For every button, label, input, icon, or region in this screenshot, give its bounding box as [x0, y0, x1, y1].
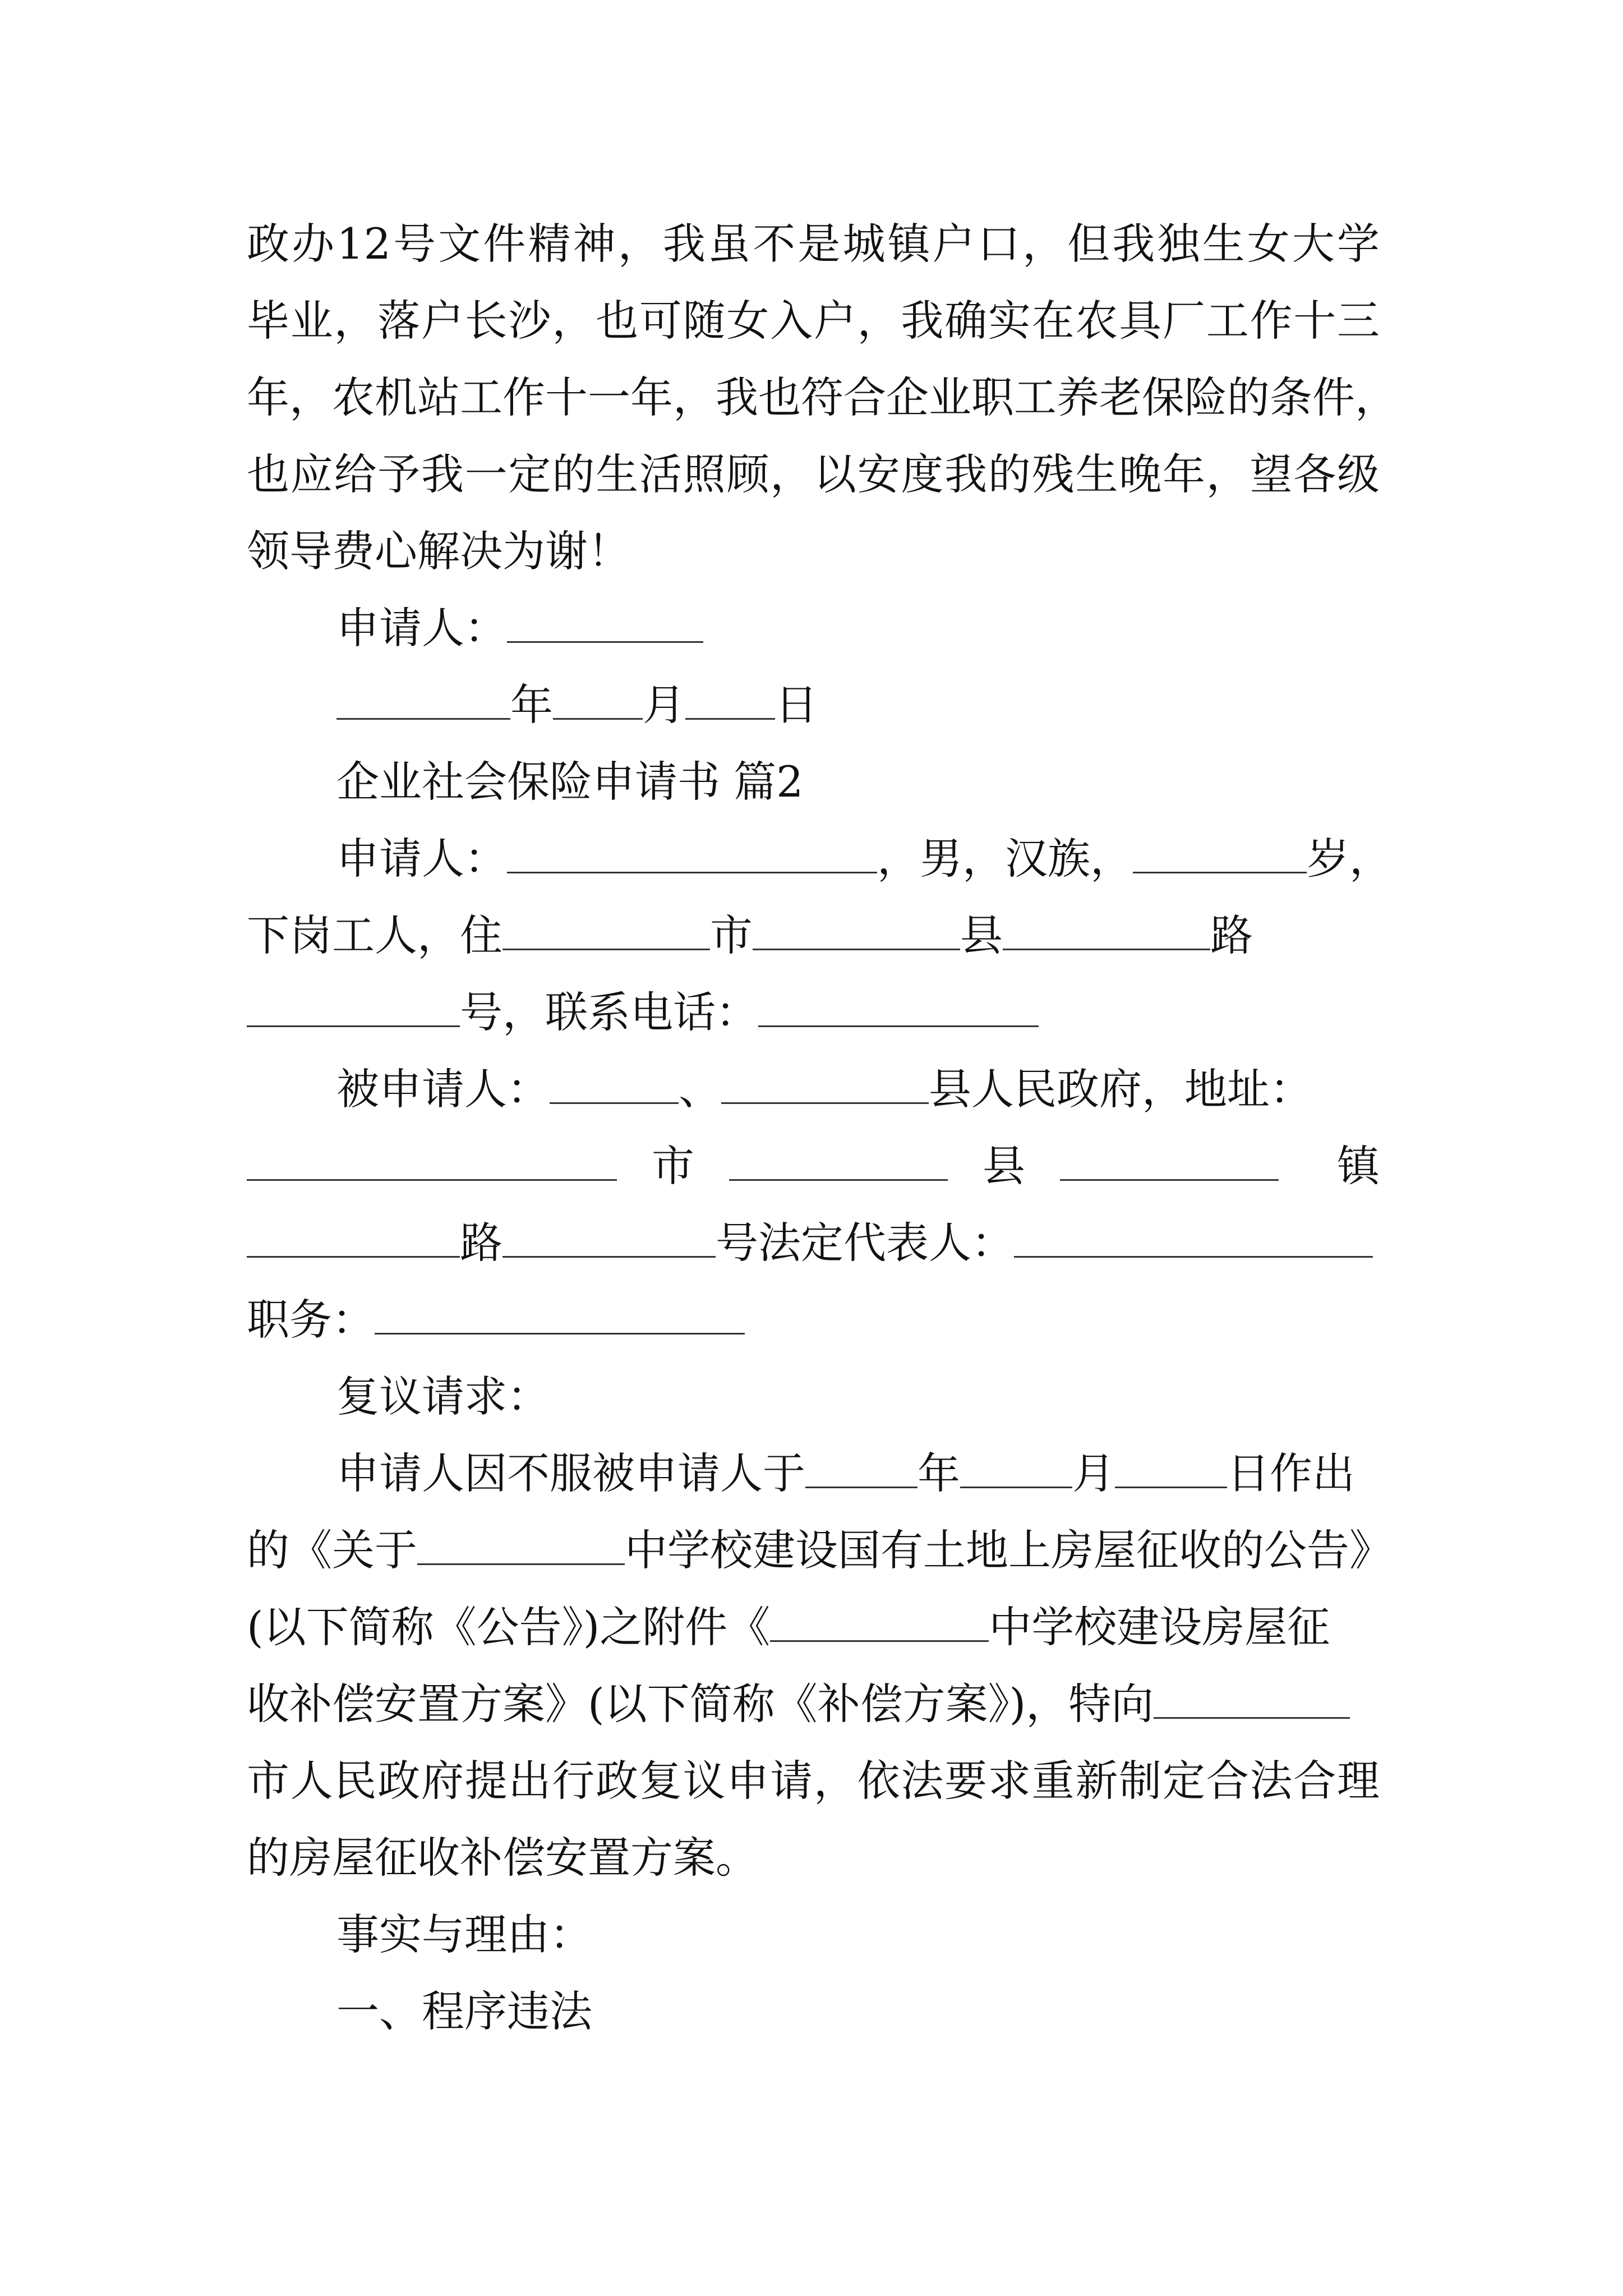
age-unit: 岁， [1307, 834, 1392, 884]
applicant-line-1 [336, 828, 1392, 890]
request-line-4 [247, 1673, 1380, 1735]
request-day-blank[interactable] [1115, 1447, 1227, 1488]
paragraph-line: 领导费心解决为谢！ [247, 526, 630, 576]
road-blank[interactable] [1003, 909, 1210, 950]
town-label: 镇 [1337, 1141, 1380, 1191]
request-year-blank[interactable] [805, 1447, 917, 1488]
legal-rep-blank[interactable] [1014, 1217, 1373, 1258]
request-text: 中学校建设国有土地上房屋征收的公告》 [625, 1525, 1392, 1575]
request-line-3 [247, 1596, 1380, 1658]
paragraph-line: 毕业，落户长沙，也可随女入户，我确实在农具厂工作十三 [247, 296, 1380, 346]
respondent-blank-1[interactable] [550, 1063, 679, 1104]
respondent-line-1 [336, 1059, 1380, 1120]
month-label: 月 [643, 680, 685, 730]
city-label: 市 [652, 1141, 694, 1191]
request-line-2 [247, 1520, 1392, 1581]
applicant-blank[interactable] [507, 602, 703, 643]
section-title: 企业社会保险申请书 篇2 [336, 757, 804, 807]
request-text: 中学校建设房屋征 [989, 1602, 1330, 1652]
city-blank[interactable] [502, 909, 710, 950]
addr-blank-4[interactable] [247, 1217, 460, 1258]
position-blank[interactable] [375, 1294, 745, 1335]
county-label: 县 [960, 910, 1003, 960]
government-label: 县人民政府，地址： [929, 1064, 1312, 1114]
respondent-line-3 [247, 1212, 1380, 1274]
request-heading: 复议请求： [336, 1372, 550, 1421]
respondent-blank-2[interactable] [721, 1063, 929, 1104]
addr-blank-2[interactable] [729, 1140, 948, 1181]
request-text: 收补偿安置方案》(以下简称《补偿方案》)，特向 [247, 1679, 1154, 1729]
phone-blank[interactable] [758, 986, 1039, 1027]
request-line-1 [336, 1443, 1380, 1504]
year-label: 年 [917, 1448, 960, 1498]
month-label: 月 [1072, 1448, 1115, 1498]
legal-rep-label: 号法定代表人： [716, 1218, 1014, 1268]
addr-blank-3[interactable] [1060, 1140, 1279, 1181]
applicant-line-3 [247, 982, 1380, 1043]
road-label: 路 [1210, 910, 1253, 960]
signature-applicant [336, 597, 1380, 659]
paragraph-line: 也应给予我一定的生活照顾，以安度我的残生晚年，望各级 [247, 449, 1380, 499]
month-blank[interactable] [553, 679, 643, 720]
respondent-label: 被申请人： [336, 1064, 550, 1114]
day-label: 日作出 [1227, 1448, 1355, 1498]
phone-label: 号，联系电话： [460, 987, 758, 1037]
year-label: 年 [510, 680, 553, 730]
applicant-label: 申请人： [336, 834, 507, 884]
gender-text: ，男，汉族， [877, 834, 1133, 884]
school-blank-2[interactable] [770, 1601, 989, 1642]
respondent-line-2 [247, 1135, 1380, 1197]
paragraph-line: 年，农机站工作十一年，我也符合企业职工养老保险的条件， [247, 372, 1398, 422]
applicant-line-2 [247, 905, 1380, 967]
respondent-line-4 [247, 1289, 1380, 1351]
request-text: 的《关于 [247, 1525, 417, 1575]
request-month-blank[interactable] [960, 1447, 1072, 1488]
request-text: (以下简称《公告》)之附件《 [247, 1602, 771, 1652]
facts-item-1: 一、程序违法 [336, 1986, 592, 2036]
county-label: 县 [983, 1141, 1025, 1191]
applicant-label: 申请人： [336, 603, 507, 653]
county-blank[interactable] [753, 909, 960, 950]
request-text: 申请人因不服被申请人于 [336, 1448, 805, 1498]
city-gov-blank[interactable] [1154, 1678, 1350, 1719]
facts-heading: 事实与理由： [336, 1910, 592, 1959]
age-blank[interactable] [1133, 832, 1307, 873]
position-label: 职务： [247, 1295, 375, 1345]
road-label: 路 [460, 1218, 502, 1268]
signature-date [336, 674, 1380, 736]
address-prefix: 下岗工人，住 [247, 910, 502, 960]
paragraph-line: 政办12号文件精神，我虽不是城镇户口，但我独生女大学 [247, 219, 1380, 269]
day-blank[interactable] [685, 679, 775, 720]
year-blank[interactable] [336, 679, 510, 720]
house-number-blank[interactable] [247, 986, 460, 1027]
addr-blank-5[interactable] [502, 1217, 716, 1258]
city-label: 市 [710, 910, 753, 960]
addr-blank-1[interactable] [247, 1140, 617, 1181]
school-blank-1[interactable] [417, 1524, 625, 1565]
request-line-6: 的房屋征收补偿安置方案。 [247, 1833, 758, 1883]
request-line-5: 市人民政府提出行政复议申请，依法要求重新制定合法合理 [247, 1756, 1380, 1806]
day-label: 日 [775, 680, 818, 730]
separator: 、 [679, 1064, 721, 1114]
applicant-name-blank[interactable] [507, 832, 877, 873]
